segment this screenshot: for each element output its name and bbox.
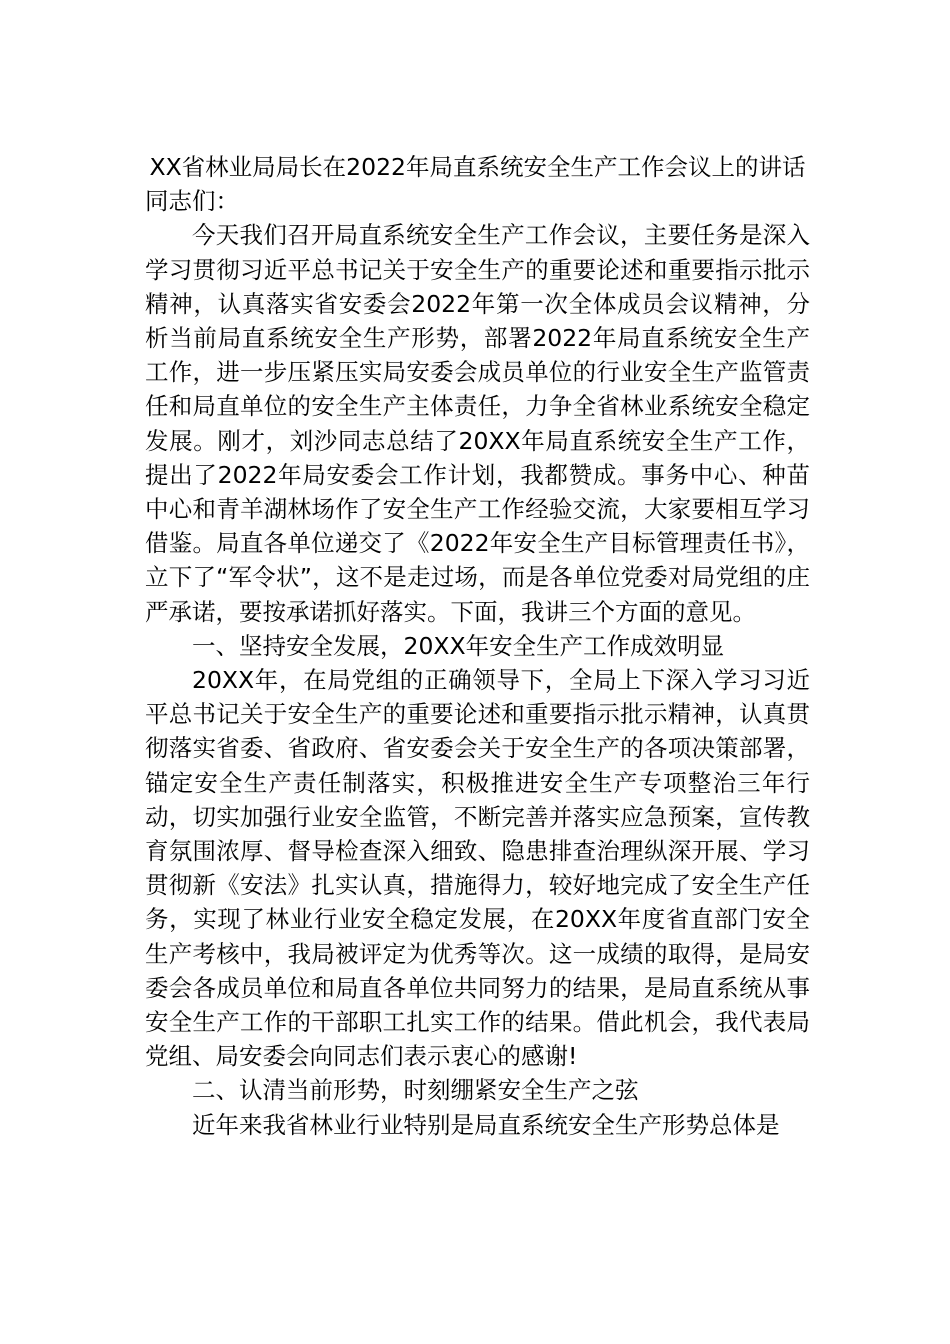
paragraph-section-1: 20XX年，在局党组的正确领导下，全局上下深入学习习近平总书记关于安全生产的重要论述和重要指示批示精神，认真贯彻落实省委、省政府、省安委会关于安全生产的各项决策部署，锚定安全生产责任制落实，积极推进安全生产专项整治三年行动，切实加强行业安全监管，不断完善并落实应急预案，宣传教育氛围浓厚、督导检查深入细致、隐患排查治理纵深开展、学习贯彻新《安法》扎实认真，措施得力，较好地完成了安全生产任务，实现了林业行业安全稳定发展，在20XX年度省直部门安全生产考核中，我局被评定为优秀等次。这一成绩的取得，是局安委会各成员单位和局直各单位共同努力的结果，是局直系统从事安全生产工作的干部职工扎实工作的结果。借此机会，我代表局党组、局安委会向同志们表示衷心的感谢! [145,666,810,1071]
greeting: 同志们： [145,187,239,216]
section-heading-1: 一、坚持安全发展，20XX年安全生产工作成效明显 [192,631,725,660]
section-heading-2: 二、认清当前形势，时刻绷紧安全生产之弦 [192,1076,639,1105]
paragraph-intro: 今天我们召开局直系统安全生产工作会议，主要任务是深入学习贯彻习近平总书记关于安全生产的重要论述和重要指示批示精神，认真落实省安委会2022年第一次全体成员会议精神，分析当前局直系统安全生产形势，部署2022年局直系统安全生产工作，进一步压紧压实局安委会成员单位的行业安全生产监管责任和局直单位的安全生产主体责任，力争全省林业系统安全稳定发展。刚才，刘沙同志总结了20XX年局直系统安全生产工作，提出了2022年局安委会工作计划，我都赞成。事务中心、种苗中心和青羊湖林场作了安全生产工作经验交流，大家要相互学习借鉴。局直各单位递交了《2022年安全生产目标管理责任书》，立下了“军令状”，这不是走过场，而是各单位党委对局党组的庄严承诺，要按承诺抓好落实。下面，我讲三个方面的意见。 [145,221,810,626]
paragraph-section-2: 近年来我省林业行业特别是局直系统安全生产形势总体是 [192,1110,780,1139]
document-title: XX省林业局局长在2022年局直系统安全生产工作会议上的讲话 [149,153,806,181]
document-page [145,150,810,1142]
